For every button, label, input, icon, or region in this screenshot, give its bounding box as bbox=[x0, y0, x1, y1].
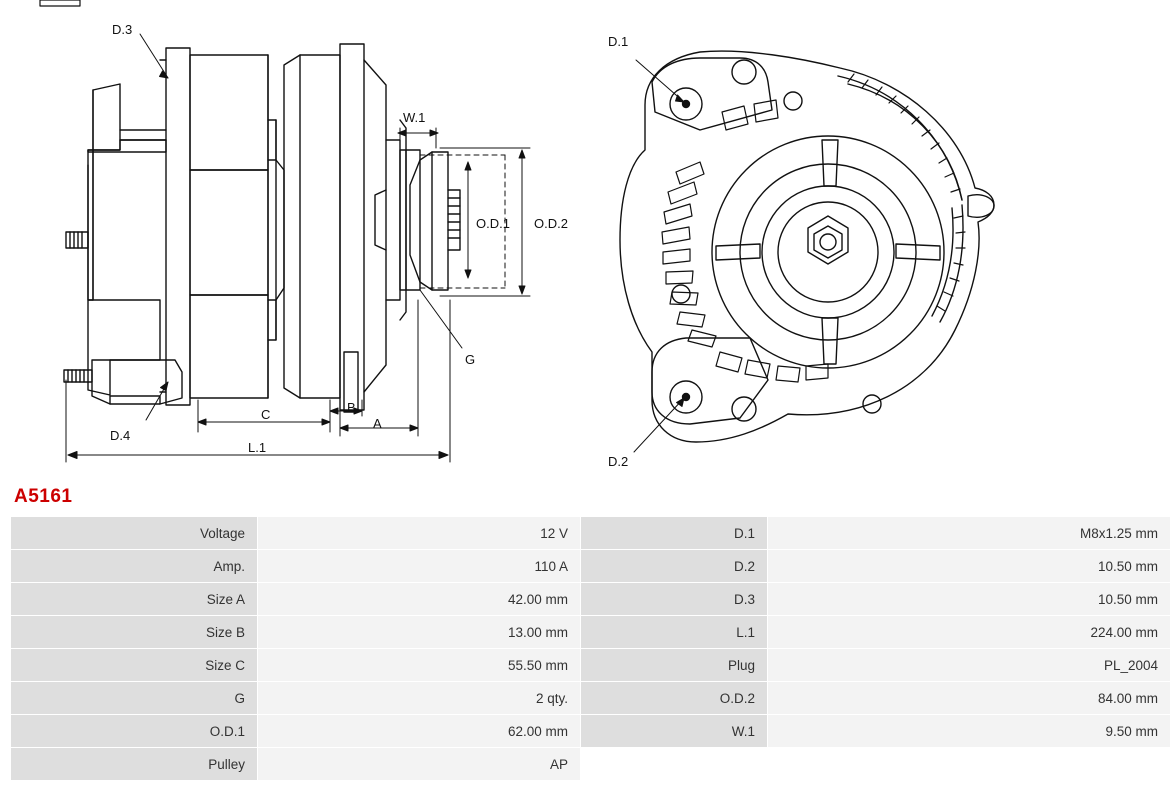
label-b: B bbox=[347, 400, 356, 415]
spec-label: Amp. bbox=[11, 550, 258, 583]
spec-value2: 9.50 mm bbox=[768, 715, 1171, 748]
spec-value: 13.00 mm bbox=[258, 616, 581, 649]
spec-label: G bbox=[11, 682, 258, 715]
spec-label: Size B bbox=[11, 616, 258, 649]
label-od1: O.D.1 bbox=[476, 216, 510, 231]
spec-label2: O.D.2 bbox=[581, 682, 768, 715]
table-row bbox=[11, 649, 1171, 682]
spec-value: 42.00 mm bbox=[258, 583, 581, 616]
spec-label2: D.3 bbox=[581, 583, 768, 616]
label-d4: D.4 bbox=[110, 428, 131, 443]
table-row bbox=[11, 517, 1171, 550]
spec-label: Size C bbox=[11, 649, 258, 682]
spec-label2: D.2 bbox=[581, 550, 768, 583]
spec-value: 55.50 mm bbox=[258, 649, 581, 682]
spec-label: Size A bbox=[11, 583, 258, 616]
spec-label: Voltage bbox=[11, 517, 258, 550]
part-number: A5161 bbox=[14, 486, 73, 507]
table-row bbox=[11, 583, 1171, 616]
spec-value2: 84.00 mm bbox=[768, 682, 1171, 715]
label-w1: W.1 bbox=[403, 110, 426, 125]
label-c: C bbox=[261, 407, 271, 422]
label-d2: D.2 bbox=[608, 454, 629, 469]
spec-value: AP bbox=[258, 748, 581, 781]
table-row bbox=[11, 550, 1171, 583]
spec-label2: Plug bbox=[581, 649, 768, 682]
label-od2: O.D.2 bbox=[534, 216, 568, 231]
spec-value2: 10.50 mm bbox=[768, 583, 1171, 616]
spec-value: 2 qty. bbox=[258, 682, 581, 715]
spec-value: 12 V bbox=[258, 517, 581, 550]
spec-label: Pulley bbox=[11, 748, 258, 781]
spec-label: O.D.1 bbox=[11, 715, 258, 748]
spec-value2: 224.00 mm bbox=[768, 616, 1171, 649]
label-d3: D.3 bbox=[112, 22, 133, 37]
specifications-table bbox=[10, 516, 1171, 781]
table-row bbox=[11, 682, 1171, 715]
table-row bbox=[11, 616, 1171, 649]
table-row bbox=[11, 715, 1171, 748]
spec-label2: D.1 bbox=[581, 517, 768, 550]
spec-value2: PL_2004 bbox=[768, 649, 1171, 682]
label-a: A bbox=[373, 416, 382, 431]
spec-value2: 10.50 mm bbox=[768, 550, 1171, 583]
spec-value: 110 A bbox=[258, 550, 581, 583]
specifications-table-body bbox=[11, 517, 1171, 781]
label-d1: D.1 bbox=[608, 34, 629, 49]
label-g: G bbox=[465, 352, 476, 367]
table-row bbox=[11, 748, 1171, 781]
spec-label2: W.1 bbox=[581, 715, 768, 748]
label-l1: L.1 bbox=[248, 440, 267, 455]
spec-value: 62.00 mm bbox=[258, 715, 581, 748]
spec-label2: L.1 bbox=[581, 616, 768, 649]
spec-value2-empty bbox=[768, 748, 1171, 781]
spec-label2-empty bbox=[581, 748, 768, 781]
spec-value2: M8x1.25 mm bbox=[768, 517, 1171, 550]
